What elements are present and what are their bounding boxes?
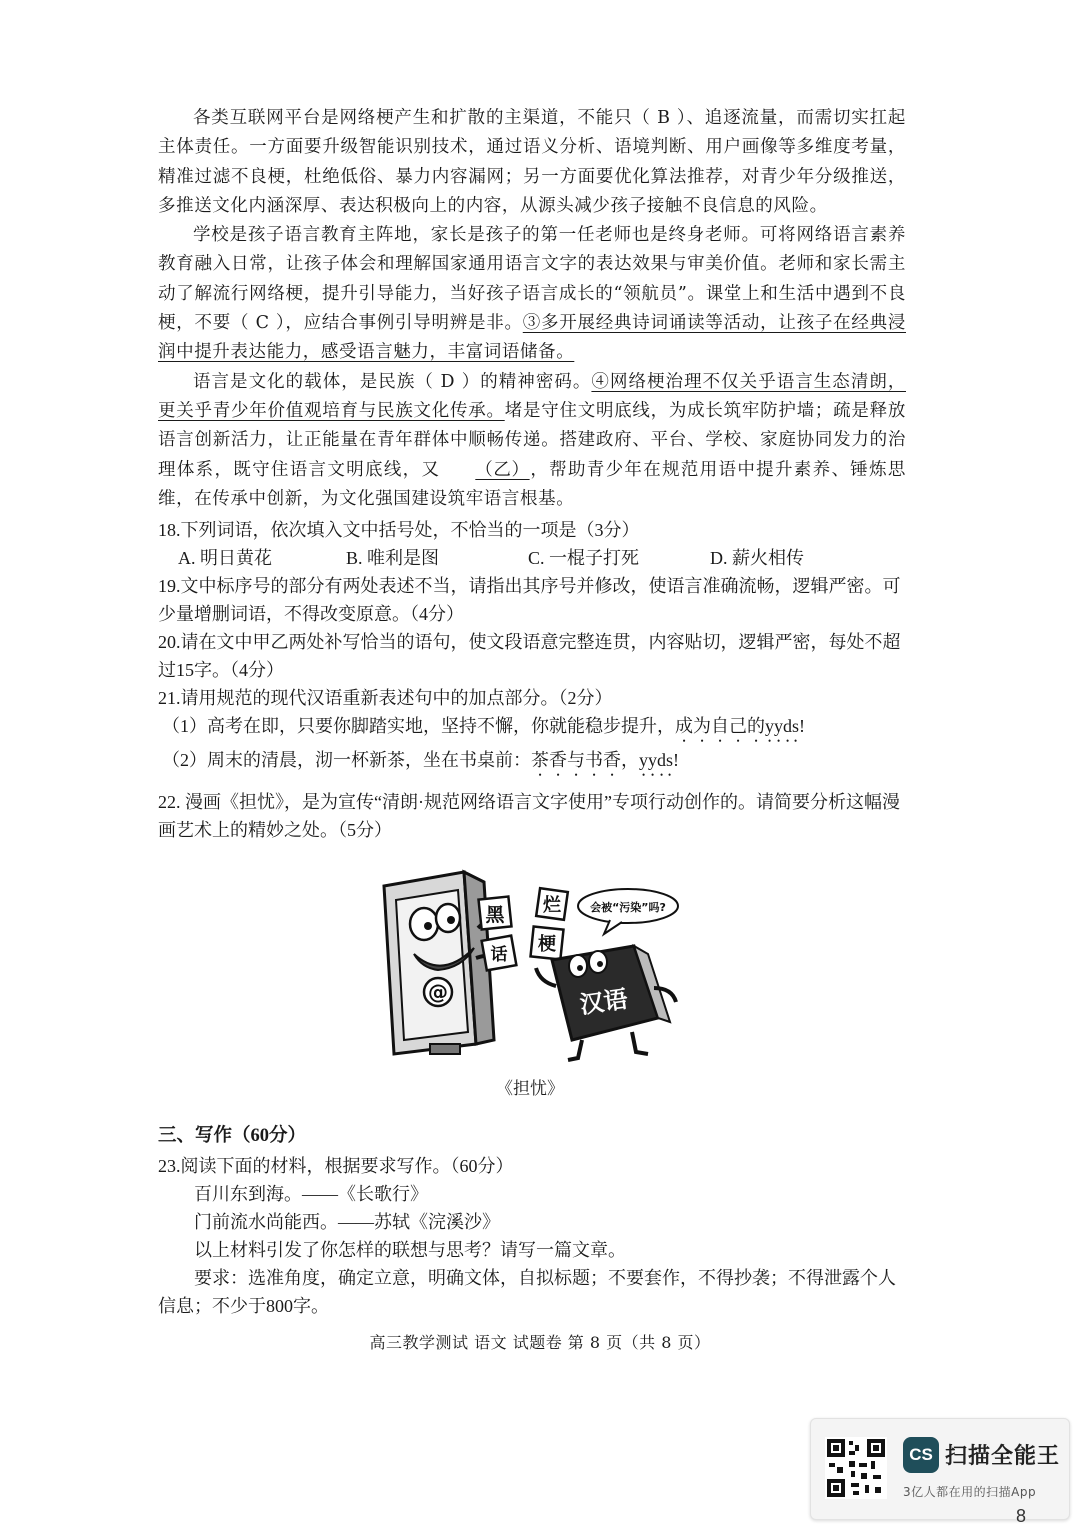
passage-p3-text-a: 语言是文化的载体，是民族（ D ）的精神密码。 xyxy=(193,371,592,392)
passage-p2-text: 学校是孩子语言教育主阵地，家长是孩子的第一任老师也是终身老师。可将网络语言素养教育融入日常，让孩子体会和理解国家通用语言文字的表达效果与审美价值。老师和家长需主动了解流行网络梗，提升引导能力，当好孩子语言成长的“领航员”。课堂上和生活中遇到不良梗，不要（ C ），应结合事例引导明辨是非。 xyxy=(158,225,906,334)
passage-paragraph-3 xyxy=(158,368,906,514)
passage-paragraph-1: 各类互联网平台是网络梗产生和扩散的主渠道，不能只（ B ）、追逐流量，而需切实扛起主体责任。一方面要升级智能识别技术，通过语义分析、语境判断、用户画像等多维度考量，精准过滤不良梗，杜绝低俗、暴力内容漏网；另一方面要优化算法推荐，对青少年分级推送，多推送文化内涵深厚、表达积极向上的内容，从源头减少孩子接触不良信息的风险。 xyxy=(158,108,906,216)
tile-hua: 话 xyxy=(490,945,508,965)
page-footer: 高三教学测试 语文 试题卷 第 8 页（共 8 页） xyxy=(369,1333,711,1352)
material-line-2: 门前流水尚能西。——苏轼《浣溪沙》 xyxy=(194,1212,500,1232)
watermark-subtitle: 3亿人都在用的扫描App xyxy=(903,1485,1037,1499)
fill-blank-yi: （乙） xyxy=(475,459,530,480)
bubble-text: 会被“污染”吗? xyxy=(590,901,666,914)
question-19: 19.文中标序号的部分有两处表述不当，请指出其序号并修改，使语言准确流畅，逻辑严密。可少量增删词语，不得改变原意。（4分） xyxy=(158,576,901,624)
cartoon-caption: 《担忧》 xyxy=(496,1079,564,1099)
tile-lan: 烂 xyxy=(543,895,561,916)
underlined-sentence-3: ③多开展经典诗词诵读等活动，让孩子在经典浸润中提升表达能力，感受语言魅力，丰富词语储备。 xyxy=(158,313,906,363)
reading-passage xyxy=(158,104,906,514)
tile-hei: 黑 xyxy=(485,904,505,926)
scanner-watermark xyxy=(810,1418,1070,1520)
dotted-phrase-1: 成为自己的yyds xyxy=(675,716,800,736)
corner-page-number: 8 xyxy=(1016,1506,1027,1526)
at-symbol-icon: @ xyxy=(428,980,448,1004)
cartoon-illustration xyxy=(372,868,688,1066)
questions-block xyxy=(158,516,908,844)
book-title: 汉语 xyxy=(578,984,630,1020)
option-a: A. 明日黄花 xyxy=(178,548,272,568)
qr-code-icon xyxy=(825,1437,887,1499)
passage-p3-text-b: 堵是守住文明底线，为成长筑牢防护墙；疏是释放语言创新活力，让正能量在青年群体中顺畅传递。搭建政府、平台、学校、家庭协同发力的治理体系，既守住语言文明底线，又 xyxy=(158,400,906,480)
book-character xyxy=(536,946,676,1060)
tile-geng: 梗 xyxy=(538,934,556,955)
writing-prompt: 以上材料引发了你怎样的联想与思考？请写一篇文章。 xyxy=(194,1240,626,1260)
material-line-1: 百川东到海。——《长歌行》 xyxy=(194,1184,428,1204)
writing-requirements: 要求：选准角度，确定立意，明确文体，自拟标题；不要套作，不得抄袭；不得泄露个人信息；不少于800字。 xyxy=(158,1268,896,1316)
passage-p3-text-c: ，帮助青少年在规范用语中提升素养、锤炼思维，在传承中创新，为文化强国建设筑牢语言根基。 xyxy=(158,459,907,509)
question-18: 18.下列词语，依次填入文中括号处，不恰当的一项是（3分） xyxy=(158,520,640,540)
question-22: 22. 漫画《担忧》，是为宣传“清朗·规范网络语言文字使用”专项行动创作的。请简要分析这幅漫画艺术上的精妙之处。（5分） xyxy=(158,792,900,840)
word-tiles xyxy=(479,888,568,970)
underlined-sentence-4: ④网络梗治理不仅关乎语言生态清朗，更关乎青少年价值观培育与民族文化传承。 xyxy=(158,371,906,421)
option-b: B. 唯利是图 xyxy=(346,548,440,568)
question-20: 20.请在文中甲乙两处补写恰当的语句，使文段语意完整连贯，内容贴切，逻辑严密，每处不超过15字。（4分） xyxy=(158,632,901,680)
question-21: 21.请用规范的现代汉语重新表述句中的加点部分。（2分） xyxy=(158,688,613,708)
passage-paragraph-2 xyxy=(158,221,906,367)
speech-bubble xyxy=(578,889,678,934)
option-d: D. 薪火相传 xyxy=(710,548,804,568)
section-title-writing: 三、写作（60分） xyxy=(158,1126,307,1146)
watermark-title: 扫描全能王 xyxy=(945,1444,1061,1469)
writing-section xyxy=(158,1122,908,1320)
question-21-item-2: （2）周末的清晨，沏一杯新茶，坐在书桌前：茶香与书香，yyds! xyxy=(162,750,680,770)
camscanner-logo: CS xyxy=(903,1437,939,1473)
dotted-phrase-2: 茶香与书香，yyds xyxy=(531,750,674,770)
question-23: 23.阅读下面的材料，根据要求写作。（60分） xyxy=(158,1156,514,1176)
question-21-item-1: （1）高考在即，只要你脚踏实地，坚持不懈，你就能稳步提升，成为自己的yyds! xyxy=(162,716,806,736)
question-18-options xyxy=(158,544,908,572)
option-c: C. 一棍子打死 xyxy=(528,548,640,568)
